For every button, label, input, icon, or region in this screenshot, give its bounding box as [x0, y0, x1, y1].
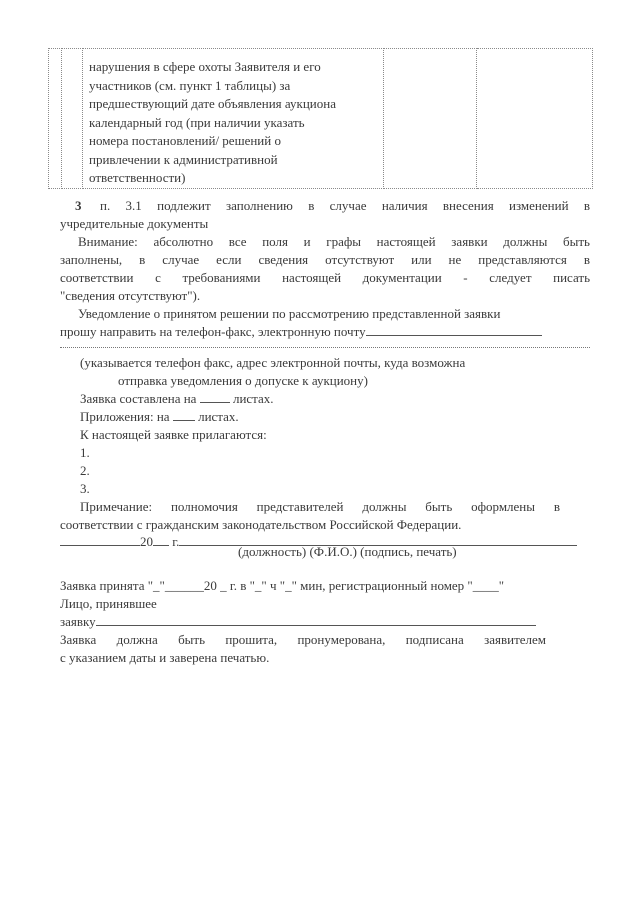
sheets-count-blank	[200, 402, 230, 403]
sheets-composed	[80, 391, 274, 407]
sheets-attachments	[80, 409, 239, 425]
hint-line: (указывается телефон факс, адрес электронной почты, куда возможна	[80, 355, 466, 370]
attachments-count-blank	[173, 420, 195, 421]
note-line: п. 3.1 подлежит заполнению в случае наличия внесения изменений в	[100, 198, 590, 213]
cell-line: номера постановлений/ решений о	[89, 133, 281, 148]
cell-line: нарушения в сфере охоты Заявителя и его	[89, 59, 321, 74]
sheets-composed-suffix: листах.	[232, 391, 274, 406]
year-blank	[153, 545, 169, 546]
attached-title: К настоящей заявке прилагаются:	[80, 427, 267, 442]
contact-dotted-line	[60, 347, 590, 348]
requirements-table-fragment	[48, 48, 593, 189]
table-row	[49, 49, 593, 189]
receipt-person-line	[60, 614, 536, 630]
cell-line: календарный год (при наличии указать	[89, 114, 305, 130]
receipt-person-text: заявку	[60, 614, 96, 629]
hint-line: отправка уведомления о допуске к аукциону)	[118, 373, 368, 388]
cell-line: ответственности)	[89, 170, 186, 185]
signature-caption: (должность) (Ф.И.О.) (подпись, печать)	[238, 544, 457, 559]
note-line: учредительные документы	[60, 216, 209, 231]
signature-year: 20	[140, 534, 153, 549]
date-blank	[60, 545, 140, 546]
table-cell-number	[62, 49, 83, 189]
notification-line: Уведомление о принятом решении по рассмотрению представленной заявки	[78, 306, 501, 321]
signature-year-suffix: г.	[172, 534, 180, 549]
table-cell-value	[384, 49, 477, 189]
attached-item: 1.	[80, 445, 90, 460]
attention-line: Внимание: абсолютно все поля и графы настоящей заявки должны быть	[78, 234, 590, 249]
sheets-attachments-suffix: листах.	[198, 409, 239, 424]
cell-line: привлечении к административной	[89, 151, 278, 167]
note-number: 3	[75, 198, 82, 213]
table-cell-description	[83, 49, 384, 189]
table-cell-value	[477, 49, 593, 189]
table-cell-empty	[49, 49, 62, 189]
remark-line: соответствии с гражданским законодательством Российской Федерации.	[60, 517, 462, 532]
remark-line: Примечание: полномочия представителей должны быть оформлены в	[80, 499, 560, 514]
contact-blank	[366, 335, 542, 336]
sheets-composed-text: Заявка составлена на	[80, 391, 197, 406]
sheets-attachments-text: Приложения: на	[80, 409, 170, 424]
receipt-person-blank	[96, 625, 536, 626]
table-cell-text	[83, 49, 383, 188]
receipt-person-line: Лицо, принявшее	[60, 596, 157, 611]
attached-item: 2.	[80, 463, 90, 478]
receipt-line: Заявка принята "_"______20 _ г. в "_" ч "_" мин, регистрационный номер "____"	[60, 578, 505, 593]
attached-item: 3.	[80, 481, 90, 496]
attention-line: заполнены, в случае если сведения отсутствуют или не представляются в	[60, 252, 590, 267]
cell-line: предшествующий дате объявления аукциона	[89, 96, 336, 111]
notification-line	[60, 324, 542, 340]
attention-line: соответствии с требованиями настоящей документации - следует писать	[60, 270, 590, 285]
cell-line: участников (см. пункт 1 таблицы) за	[89, 77, 291, 93]
attention-line: "сведения отсутствуют").	[60, 288, 201, 303]
notification-text: прошу направить на телефон-факс, электронную почту	[60, 324, 366, 339]
final-line: с указанием даты и заверена печатью.	[60, 650, 270, 665]
final-line: Заявка должна быть прошита, пронумерована, подписана заявителем	[60, 632, 546, 647]
